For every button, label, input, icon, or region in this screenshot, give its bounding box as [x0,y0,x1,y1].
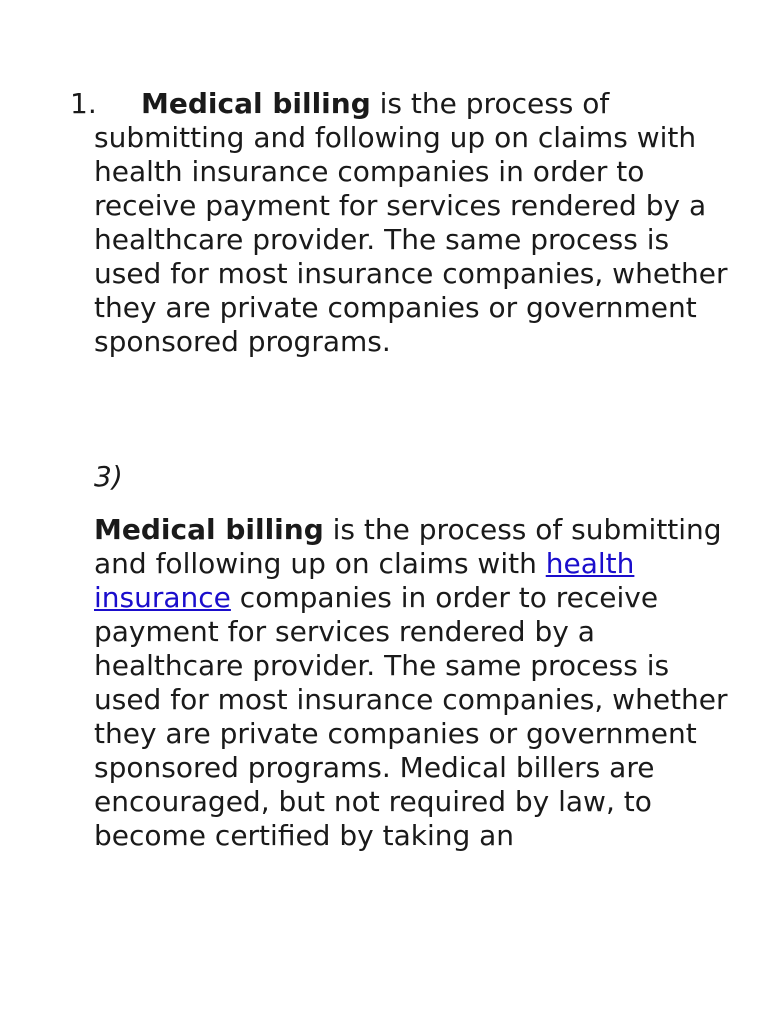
paragraph-item-1 [94,87,734,359]
list-number: 1. [70,87,97,120]
health-insurance-link[interactable]: health insurance [94,547,635,614]
paragraph-text: is the process of submitting and following up on claims with health insurance companies in order to receive payment for services rendered by a healthcare provider. The same process is used for most insurance companies, whether they are private companies or government sponsored programs. [94,87,728,358]
term-medical-billing: Medical billing [141,87,371,120]
paragraph-text-before-link: is the process of submitting and following up on claims with [94,513,722,580]
paragraph-text-after-link: companies in order to receive payment for services rendered by a healthcare provider. The same process is used for most insurance companies, whether they are private companies or government sponsored programs. Medical billers are encouraged, but not required by law, to become certified by taking an [94,581,728,852]
section-marker: 3) [94,460,123,493]
paragraph-item-3 [94,513,734,853]
term-medical-billing: Medical billing [94,513,324,546]
